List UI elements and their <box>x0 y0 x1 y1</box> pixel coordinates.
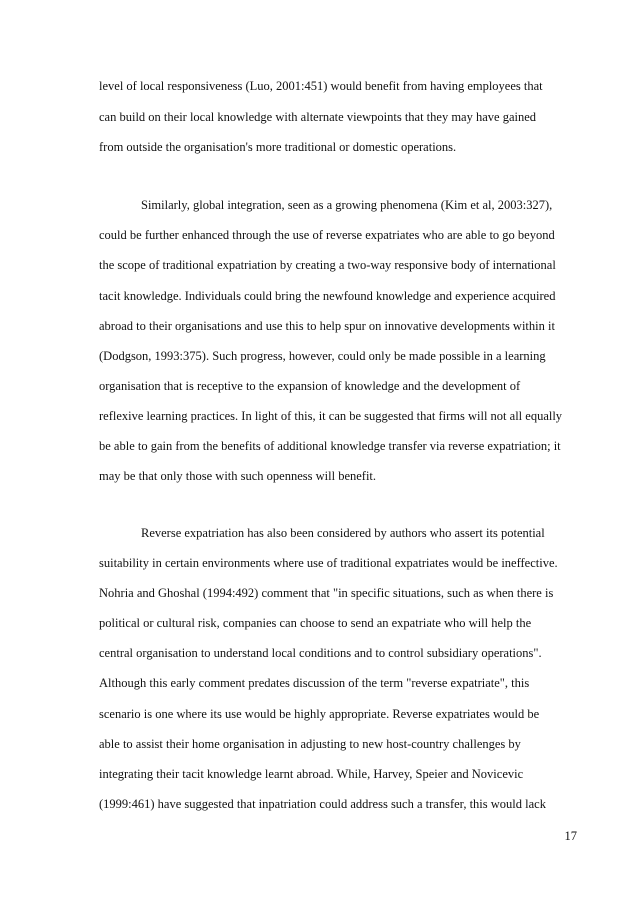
page-number: 17 <box>564 829 577 843</box>
paragraph-1-line-1: level of local responsiveness (Luo, 2001:451) would benefit from having employees that <box>99 79 543 93</box>
paragraph-3-line-3: Nohria and Ghoshal (1994:492) comment that "in specific situations, such as when there is <box>99 586 554 600</box>
paragraph-2-line-6: (Dodgson, 1993:375). Such progress, however, could only be made possible in a learning <box>99 349 546 363</box>
paragraph-3-line-2: suitability in certain environments where use of traditional expatriates would be ineffective. <box>99 556 558 570</box>
paragraph-2-line-5: abroad to their organisations and use this to help spur on innovative developments within it <box>99 319 555 333</box>
paragraph-2-line-4: tacit knowledge. Individuals could bring the newfound knowledge and experience acquired <box>99 289 556 303</box>
paragraph-3-line-8: able to assist their home organisation in adjusting to new host-country challenges by <box>99 737 521 751</box>
paragraph-2-line-3: the scope of traditional expatriation by creating a two-way responsive body of international <box>99 258 556 272</box>
paragraph-2-line-8: reflexive learning practices. In light of this, it can be suggested that firms will not all equally <box>99 409 563 423</box>
paragraph-3-line-5: central organisation to understand local conditions and to control subsidiary operations". <box>99 646 542 660</box>
paragraph-3-line-4: political or cultural risk, companies can choose to send an expatriate who will help the <box>99 616 532 630</box>
paragraph-3-line-10: (1999:461) have suggested that inpatriation could address such a transfer, this would lack <box>99 797 546 811</box>
paragraph-2-line-1: Similarly, global integration, seen as a growing phenomena (Kim et al, 2003:327), <box>141 198 553 212</box>
paragraph-1-line-3: from outside the organisation's more traditional or domestic operations. <box>99 140 457 154</box>
paragraph-2-line-9: be able to gain from the benefits of additional knowledge transfer via reverse expatriation; it <box>99 439 561 453</box>
paragraph-3-line-6: Although this early comment predates discussion of the term "reverse expatriate", this <box>99 676 530 690</box>
paragraph-3-line-9: integrating their tacit knowledge learnt abroad. While, Harvey, Speier and Novicevic <box>99 767 524 781</box>
paragraph-2-line-2: could be further enhanced through the use of reverse expatriates who are able to go beyond <box>99 228 555 242</box>
paragraph-1-line-2: can build on their local knowledge with alternate viewpoints that they may have gained <box>99 110 537 124</box>
paragraph-3-line-7: scenario is one where its use would be highly appropriate. Reverse expatriates would be <box>99 707 540 721</box>
paragraph-3-line-1: Reverse expatriation has also been considered by authors who assert its potential <box>141 526 545 540</box>
paragraph-2-line-7: organisation that is receptive to the expansion of knowledge and the development of <box>99 379 521 393</box>
paragraph-2-line-10: may be that only those with such openness will benefit. <box>99 469 377 483</box>
